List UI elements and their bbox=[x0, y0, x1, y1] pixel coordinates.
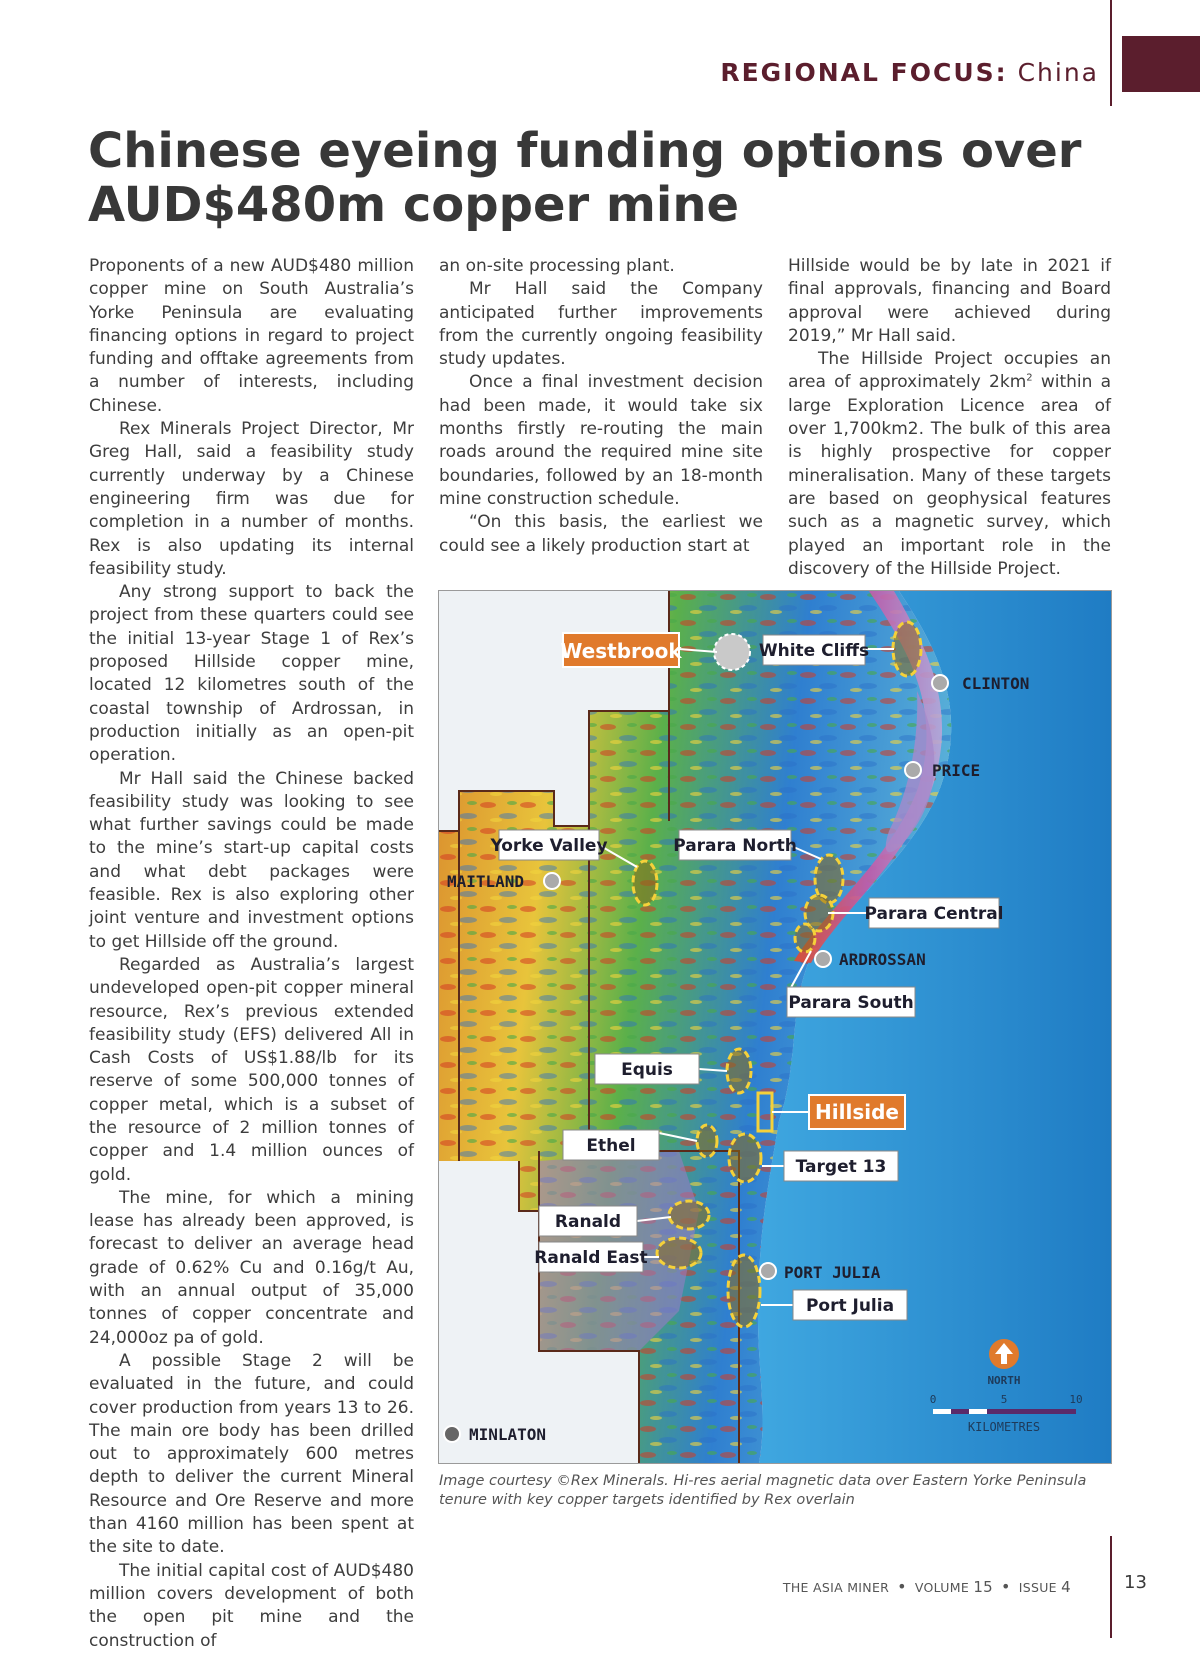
paragraph: Mr Hall said the Company anticipated further improvements from the currently ongoing feasibility study updates. bbox=[439, 279, 763, 370]
label-equis: Equis bbox=[621, 1060, 673, 1080]
paragraph: Regarded as Australia’s largest undeveloped open-pit copper mineral resource, Rex’s previous extended feasibility study (EFS) delivered All in Cash Costs of US$1.88/lb for its reserve of some 500,000 tonnes of copper metal, which is a subset of the resource of 2 million tonnes of copper and 1.4 million ounces of gold. bbox=[89, 954, 414, 1185]
paragraph: Once a final investment decision had been made, it would take six months firstly re-routing the main roads around the required mine site boundaries, followed by an 18-month mine construction schedule. bbox=[439, 372, 763, 509]
label-port-julia-target: Port Julia bbox=[805, 1296, 895, 1316]
issue-number: 4 bbox=[1061, 1578, 1071, 1596]
label-hillside: Hillside bbox=[815, 1100, 899, 1124]
label-target-13: Target 13 bbox=[795, 1157, 887, 1177]
town-ardrossan: ARDROSSAN bbox=[839, 950, 926, 969]
publication-name: THE ASIA MINER bbox=[782, 1580, 890, 1595]
header-rule bbox=[1110, 0, 1112, 106]
paragraph: The initial capital cost of AUD$480 million covers development of both the open pit mine and the construction of bbox=[89, 1560, 414, 1651]
label-parara-south: Parara South bbox=[788, 993, 914, 1013]
title-line-2: AUD$480m copper mine bbox=[88, 177, 740, 233]
paragraph: “On this basis, the earliest we could see a likely production start at bbox=[439, 512, 763, 556]
volume-label: VOLUME bbox=[914, 1580, 970, 1595]
town-dot-ardrossan bbox=[815, 951, 831, 967]
target-port-julia bbox=[728, 1255, 760, 1327]
scale-tick-10: 10 bbox=[1069, 1393, 1083, 1406]
target-ranald bbox=[669, 1201, 709, 1229]
article-title bbox=[88, 124, 1088, 232]
paragraph: an on-site processing plant. bbox=[439, 256, 675, 276]
town-dot-maitland bbox=[544, 873, 560, 889]
target-white-cliffs bbox=[893, 622, 921, 676]
town-port-julia: PORT JULIA bbox=[784, 1263, 881, 1282]
town-dot-clinton bbox=[932, 675, 948, 691]
title-line-1: Chinese eyeing funding options over bbox=[88, 123, 1082, 179]
section-value: China bbox=[1017, 58, 1099, 87]
section-label: REGIONAL FOCUS: bbox=[720, 58, 1008, 87]
map-caption: Image courtesy ©Rex Minerals. Hi-res aerial magnetic data over Eastern Yorke Peninsula tenure with key copper targets identified by Rex overlain bbox=[439, 1473, 1087, 1508]
article-column-2 bbox=[439, 255, 763, 558]
issue-label: ISSUE bbox=[1018, 1580, 1057, 1595]
town-dot-minlaton bbox=[444, 1426, 460, 1442]
paragraph: Hillside would be by late in 2021 if final approvals, financing and Board approval were achieved during 2019,” Mr Hall said. bbox=[788, 256, 1111, 346]
volume-number: 15 bbox=[973, 1578, 994, 1596]
scale-tick-0: 0 bbox=[929, 1393, 937, 1406]
label-westbrook: Westbrook bbox=[560, 639, 682, 663]
town-minlaton: MINLATON bbox=[469, 1425, 547, 1444]
section-heading bbox=[720, 58, 1099, 87]
paragraph: The Hillside Project occupies an area of approximately $2km^2$ within a large Exploration Licence area of over 1,700km2. The bulk of this area is highly prospective for copper mineralisation. Many of these targets are based on geophysical features such as a magnetic survey, which played an important role in the discovery of the Hillside Project. bbox=[788, 349, 1112, 579]
paragraph: Any strong support to back the project from these quarters could see the initial 13-year Stage 1 of Rex’s proposed Hillside copper mine, located 12 kilometres south of the coastal township of Ardrossan, in production initially as an open-pit operation. bbox=[89, 582, 414, 766]
article-column-1 bbox=[89, 255, 414, 1653]
magnetic-survey-map bbox=[438, 590, 1112, 1464]
label-white-cliffs: White Cliffs bbox=[758, 641, 870, 661]
section-color-block bbox=[1122, 36, 1200, 92]
paragraph: The mine, for which a mining lease has already been approved, is forecast to deliver an average head grade of 0.62% Cu and 0.16g/t Au, with an annual output of 35,000 tonnes of copper concentrate and 24,000oz pa of gold. bbox=[89, 1187, 414, 1348]
paragraph: A possible Stage 2 will be evaluated in the future, and could cover production from years 13 to 26. The main ore body has been drilled out to approximately 600 metres depth to deliver the current Mineral Resource and Ore Reserve and more than 4160 million has been spent at the site to date. bbox=[89, 1350, 414, 1558]
westbrook-marker bbox=[714, 634, 750, 670]
footer-rule bbox=[1110, 1536, 1112, 1638]
label-ranald-east: Ranald East bbox=[534, 1248, 648, 1268]
label-parara-central: Parara Central bbox=[864, 904, 1004, 924]
town-price: PRICE bbox=[932, 761, 981, 780]
north-arrow bbox=[987, 1339, 1020, 1387]
scale-tick-5: 5 bbox=[1000, 1393, 1008, 1406]
target-parara-south bbox=[795, 924, 815, 952]
paragraph: Rex Minerals Project Director, Mr Greg Hall, said a feasibility study currently underway by a Chinese engineering firm was due for completion in a number of months. Rex is also updating its internal feasibility study. bbox=[89, 419, 414, 579]
label-yorke-valley: Yorke Valley bbox=[490, 836, 608, 856]
north-label: NORTH bbox=[987, 1374, 1021, 1387]
map-graphic bbox=[439, 591, 1111, 1463]
scale-unit: KILOMETRES bbox=[967, 1420, 1041, 1434]
article-column-3 bbox=[788, 255, 1111, 581]
target-ethel bbox=[697, 1125, 717, 1157]
separator-dot: • bbox=[1001, 1577, 1011, 1596]
target-ranald-east bbox=[657, 1238, 701, 1268]
paragraph: Proponents of a new AUD$480 million copper mine on South Australia’s Yorke Peninsula are evaluating financing options in regard to project funding and offtake agreements from a number of interests, including Chinese. bbox=[89, 256, 414, 416]
target-13 bbox=[729, 1134, 761, 1182]
paragraph: Mr Hall said the Chinese backed feasibility study was looking to see what further savings could be made to the mine’s start-up capital costs and what debt packages were feasible. Rex is also exploring other joint venture and investment options to get Hillside off the ground. bbox=[89, 768, 414, 952]
label-parara-north: Parara North bbox=[673, 836, 797, 856]
town-dot-port-julia bbox=[760, 1263, 776, 1279]
town-dot-price bbox=[905, 762, 921, 778]
separator-dot: • bbox=[897, 1577, 907, 1596]
target-equis bbox=[727, 1049, 751, 1093]
page-number: 13 bbox=[1124, 1572, 1147, 1593]
label-ethel: Ethel bbox=[586, 1136, 636, 1156]
label-ranald: Ranald bbox=[554, 1212, 622, 1232]
footer-info bbox=[783, 1577, 1071, 1596]
town-maitland: MAITLAND bbox=[447, 872, 525, 891]
town-clinton: CLINTON bbox=[962, 674, 1030, 693]
